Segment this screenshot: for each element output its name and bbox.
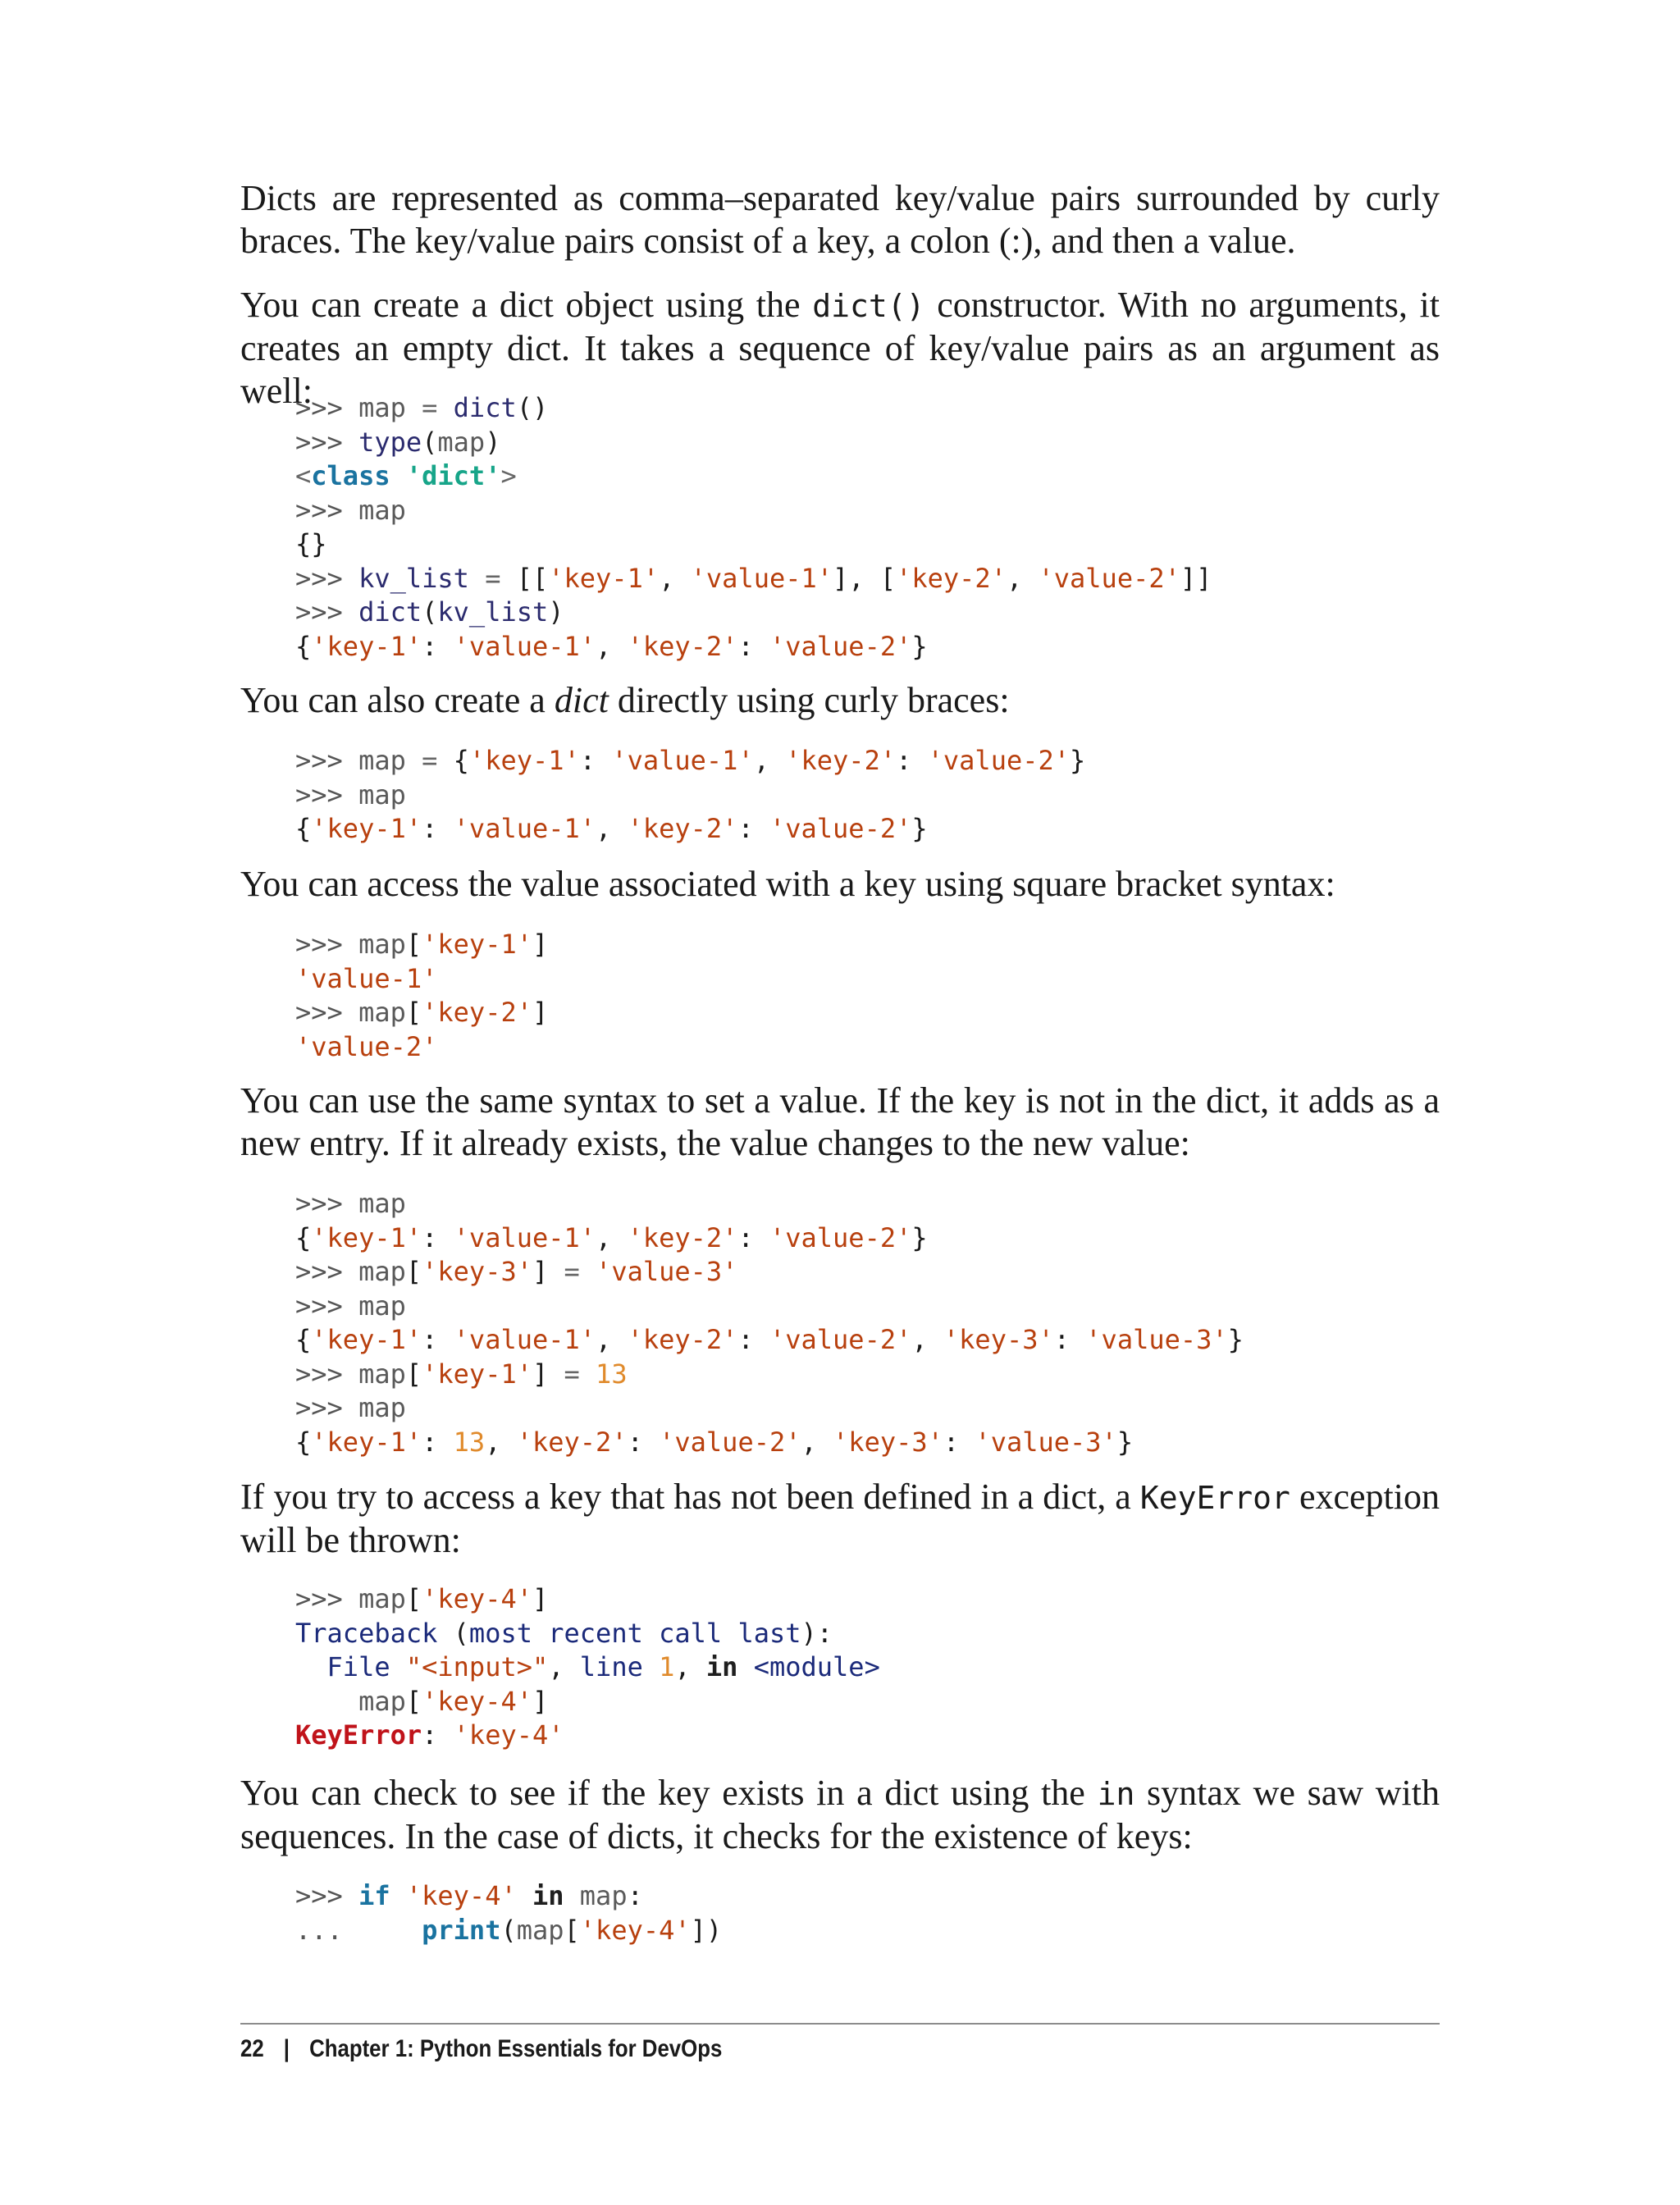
footer-separator: | (283, 2035, 290, 2062)
code-block-in-check: >>> if 'key-4' in map: ... print(map['key-4']) (295, 1880, 723, 1946)
code-block-curly-braces: >>> map = {'key-1': 'value-1', 'key-2': 'value-2'} >>> map {'key-1': 'value-1', 'key-2': 'value-2'} (295, 745, 1086, 844)
paragraph-text: Dicts are represented as comma–separated key/value pairs surrounded by curly braces. The key/value pairs consist of a key, a colon (:), and then a value. (240, 178, 1440, 261)
paragraph-text: You can create a dict object using the (240, 285, 813, 325)
paragraph-keyerror (240, 1476, 1440, 1562)
code-block-set-value: >>> map {'key-1': 'value-1', 'key-2': 'value-2'} >>> map['key-3'] = 'value-3' >>> map {'key-1': 'value-1', 'key-2': 'value-2', 'key-3': 'value-3'} >>> map['key-1'] = 13 >>> map {'key-1': 13, 'key-2': 'value-2', 'key-3': 'value-3'} (295, 1188, 1244, 1458)
paragraph-text: If you try to access a key that has not been defined in a dict, a (240, 1477, 1140, 1517)
footer-divider (240, 2023, 1440, 2025)
code-block-dict-constructor: >>> map = dict() >>> type(map) <class 'dict'> >>> map {} >>> kv_list = [['key-1', 'value-1'], ['key-2', 'value-2']] >>> dict(kv_list) {'key-1': 'value-1', 'key-2': 'value-2'} (295, 392, 1212, 662)
paragraph-text: constructor. With no arguments, it creates an empty dict. It takes a sequence of key/value pairs as an argument as well: (240, 285, 1440, 411)
chapter-title: Chapter 1: Python Essentials for DevOps (309, 2035, 723, 2062)
paragraph-set-value (240, 1080, 1440, 1165)
emphasis-text: dict (554, 680, 609, 720)
paragraph-text: You can use the same syntax to set a value. If the key is not in the dict, it adds as a new entry. If it already exists, the value changes to the new value: (240, 1080, 1440, 1163)
paragraph-text: directly using curly braces: (608, 680, 1010, 720)
code-block-keyerror: >>> map['key-4'] Traceback (most recent call last): File "<input>", line 1, in <module> map['key-4'] KeyError: 'key-4' (295, 1583, 880, 1751)
paragraph-curly-braces (240, 679, 1440, 722)
paragraph-square-bracket (240, 863, 1440, 906)
inline-code: KeyError (1139, 1480, 1290, 1516)
paragraph-text: You can access the value associated with a key using square bracket syntax: (240, 864, 1335, 904)
inline-code: in (1097, 1776, 1135, 1812)
paragraph-dict-representation (240, 177, 1440, 262)
page-footer (240, 2033, 722, 2066)
paragraph-text: You can check to see if the key exists in a dict using the (240, 1773, 1098, 1813)
paragraph-text: exception will be thrown: (240, 1477, 1440, 1560)
page-number: 22 (240, 2035, 264, 2062)
paragraph-text: You can also create a (240, 680, 555, 720)
paragraph-text: syntax we saw with sequences. In the case of dicts, it checks for the existence of keys: (240, 1773, 1440, 1856)
code-block-access: >>> map['key-1'] 'value-1' >>> map['key-2'] 'value-2' (295, 929, 549, 1062)
paragraph-in-syntax (240, 1772, 1440, 1858)
inline-code: dict() (812, 288, 925, 324)
